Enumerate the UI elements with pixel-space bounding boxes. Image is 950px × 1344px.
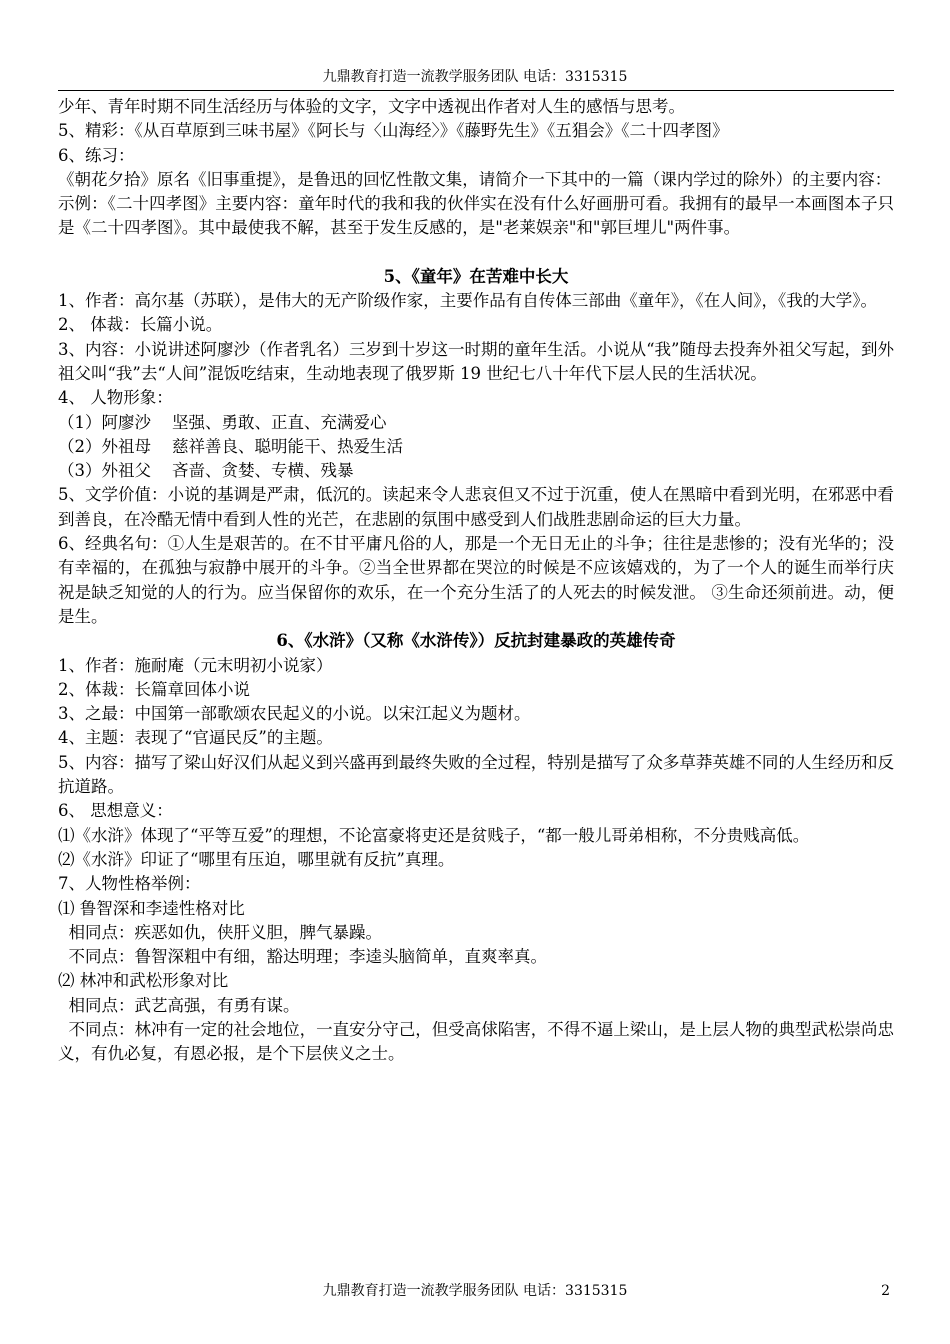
section-6-title: 6、《水浒》（又称《水浒传》）反抗封建暴政的英雄传奇 bbox=[276, 631, 676, 651]
paragraph: （3）外祖父 吝啬、贪婪、专横、残暴 bbox=[58, 461, 354, 481]
paragraph: 6、练习： bbox=[58, 145, 135, 165]
paragraph: 5、内容：描写了梁山好汉们从起义到兴盛再到最终失败的全过程，特别是描写了众多草莽英雄不同的人生经历和反抗道路。 bbox=[58, 752, 894, 797]
header-divider bbox=[58, 90, 894, 91]
paragraph: 少年、青年时期不同生活经历与体验的文字，文字中透视出作者对人生的感悟与思考。 bbox=[58, 97, 685, 116]
page-number: 2 bbox=[881, 1283, 890, 1299]
paragraph: 3、内容：小说讲述阿廖沙（作者乳名）三岁到十岁这一时期的童年生活。小说从“我”随母去投奔外祖父写起，到外祖父叫“我”去“人间”混饭吃结束，生动地表现了俄罗斯 19 世纪七八十年代下层人民的生活状况。 bbox=[58, 339, 894, 383]
paragraph: 6、 思想意义： bbox=[58, 801, 173, 821]
paragraph: 4、 人物形象： bbox=[58, 388, 173, 408]
paragraph: 3、之最：中国第一部歌颂农民起义的小说。以宋江起义为题材。 bbox=[58, 704, 531, 724]
paragraph: 2、 体裁：长篇小说。 bbox=[58, 315, 223, 335]
paragraph: 5、文学价值：小说的基调是严肃，低沉的。读起来令人悲哀但又不过于沉重，使人在黑暗中看到光明，在邪恶中看到善良，在冷酷无情中看到人性的光芒，在悲剧的氛围中感受到人们战胜悲剧命运的巨大力量。 bbox=[58, 485, 894, 529]
section-5-title: 5、《童年》在苦难中长大 bbox=[383, 266, 569, 286]
paragraph: ⑴《水浒》体现了“平等互爱”的理想，不论富豪将吏还是贫贱子，“都一般儿哥弟相称，不分贵贱高低。 bbox=[58, 825, 810, 845]
paragraph: 5、精彩：《从百草原到三味书屋》《阿长与〈山海经〉》《藤野先生》《五猖会》《二十四孝图》 bbox=[58, 121, 729, 141]
section-spacer bbox=[58, 241, 894, 265]
paragraph: 示例：《二十四孝图》主要内容：童年时代的我和我的伙伴实在没有什么好画册可看。我拥有的最早一本画图本子只是《二十四孝图》。其中最使我不解，甚至于发生反感的，是"老莱娱亲"和"郭巨埋儿"两件事。 bbox=[58, 194, 894, 238]
paragraph: 1、作者：施耐庵（元末明初小说家） bbox=[58, 655, 333, 675]
paragraph: ⑵《水浒》印证了“哪里有压迫，哪里就有反抗”真理。 bbox=[58, 849, 455, 869]
paragraph: 相同点：武艺高强，有勇有谋。 bbox=[58, 995, 300, 1015]
paragraph: 不同点：林冲有一定的社会地位，一直安分守己，但受高俅陷害，不得不逼上梁山，是上层人物的典型武松崇尚忠义，有仇必复，有恩必报，是个下层侠义之士。 bbox=[58, 1019, 894, 1064]
page-footer: 九鼎教育打造一流教学服务团队 电话：3315315 bbox=[322, 1283, 628, 1299]
paragraph: 2、体裁：长篇章回体小说 bbox=[58, 679, 250, 699]
paragraph: 4、主题：表现了“官逼民反”的主题。 bbox=[58, 728, 333, 748]
paragraph: 相同点：疾恶如仇，侠肝义胆，脾气暴躁。 bbox=[58, 922, 382, 942]
page-header: 九鼎教育打造一流教学服务团队 电话：3315315 bbox=[322, 69, 628, 85]
paragraph: ⑴ 鲁智深和李逵性格对比 bbox=[58, 898, 245, 918]
paragraph: （1）阿廖沙 坚强、勇敢、正直、充满爱心 bbox=[58, 412, 387, 432]
paragraph: 《朝花夕拾》原名《旧事重提》，是鲁迅的回忆性散文集，请简介一下其中的一篇（课内学过的除外）的主要内容： bbox=[58, 169, 892, 189]
paragraph: 7、人物性格举例： bbox=[58, 874, 201, 894]
paragraph: 6、经典名句：①人生是艰苦的。在不甘平庸凡俗的人，那是一个无日无止的斗争；往往是悲惨的；没有光华的；没有幸福的，在孤独与寂静中展开的斗争。②当全世界都在哭泣的时候是不应该嬉戏的，为了一个人的诞生而举行庆祝是缺乏知觉的人的行为。应当保留你的欢乐，在一个充分生活了的人死去的时候发泄。 ③生命还须前进。动，便是生。 bbox=[58, 534, 894, 626]
paragraph: 1、作者：高尔基（苏联），是伟大的无产阶级作家，主要作品有自传体三部曲《童年》，《在人间》，《我的大学》。 bbox=[58, 291, 877, 311]
paragraph: ⑵ 林冲和武松形象对比 bbox=[58, 971, 229, 991]
document-body bbox=[58, 95, 894, 1067]
paragraph: 不同点：鲁智深粗中有细，豁达明理；李逵头脑简单，直爽率真。 bbox=[58, 947, 547, 967]
paragraph: （2）外祖母 慈祥善良、聪明能干、热爱生活 bbox=[58, 436, 403, 456]
